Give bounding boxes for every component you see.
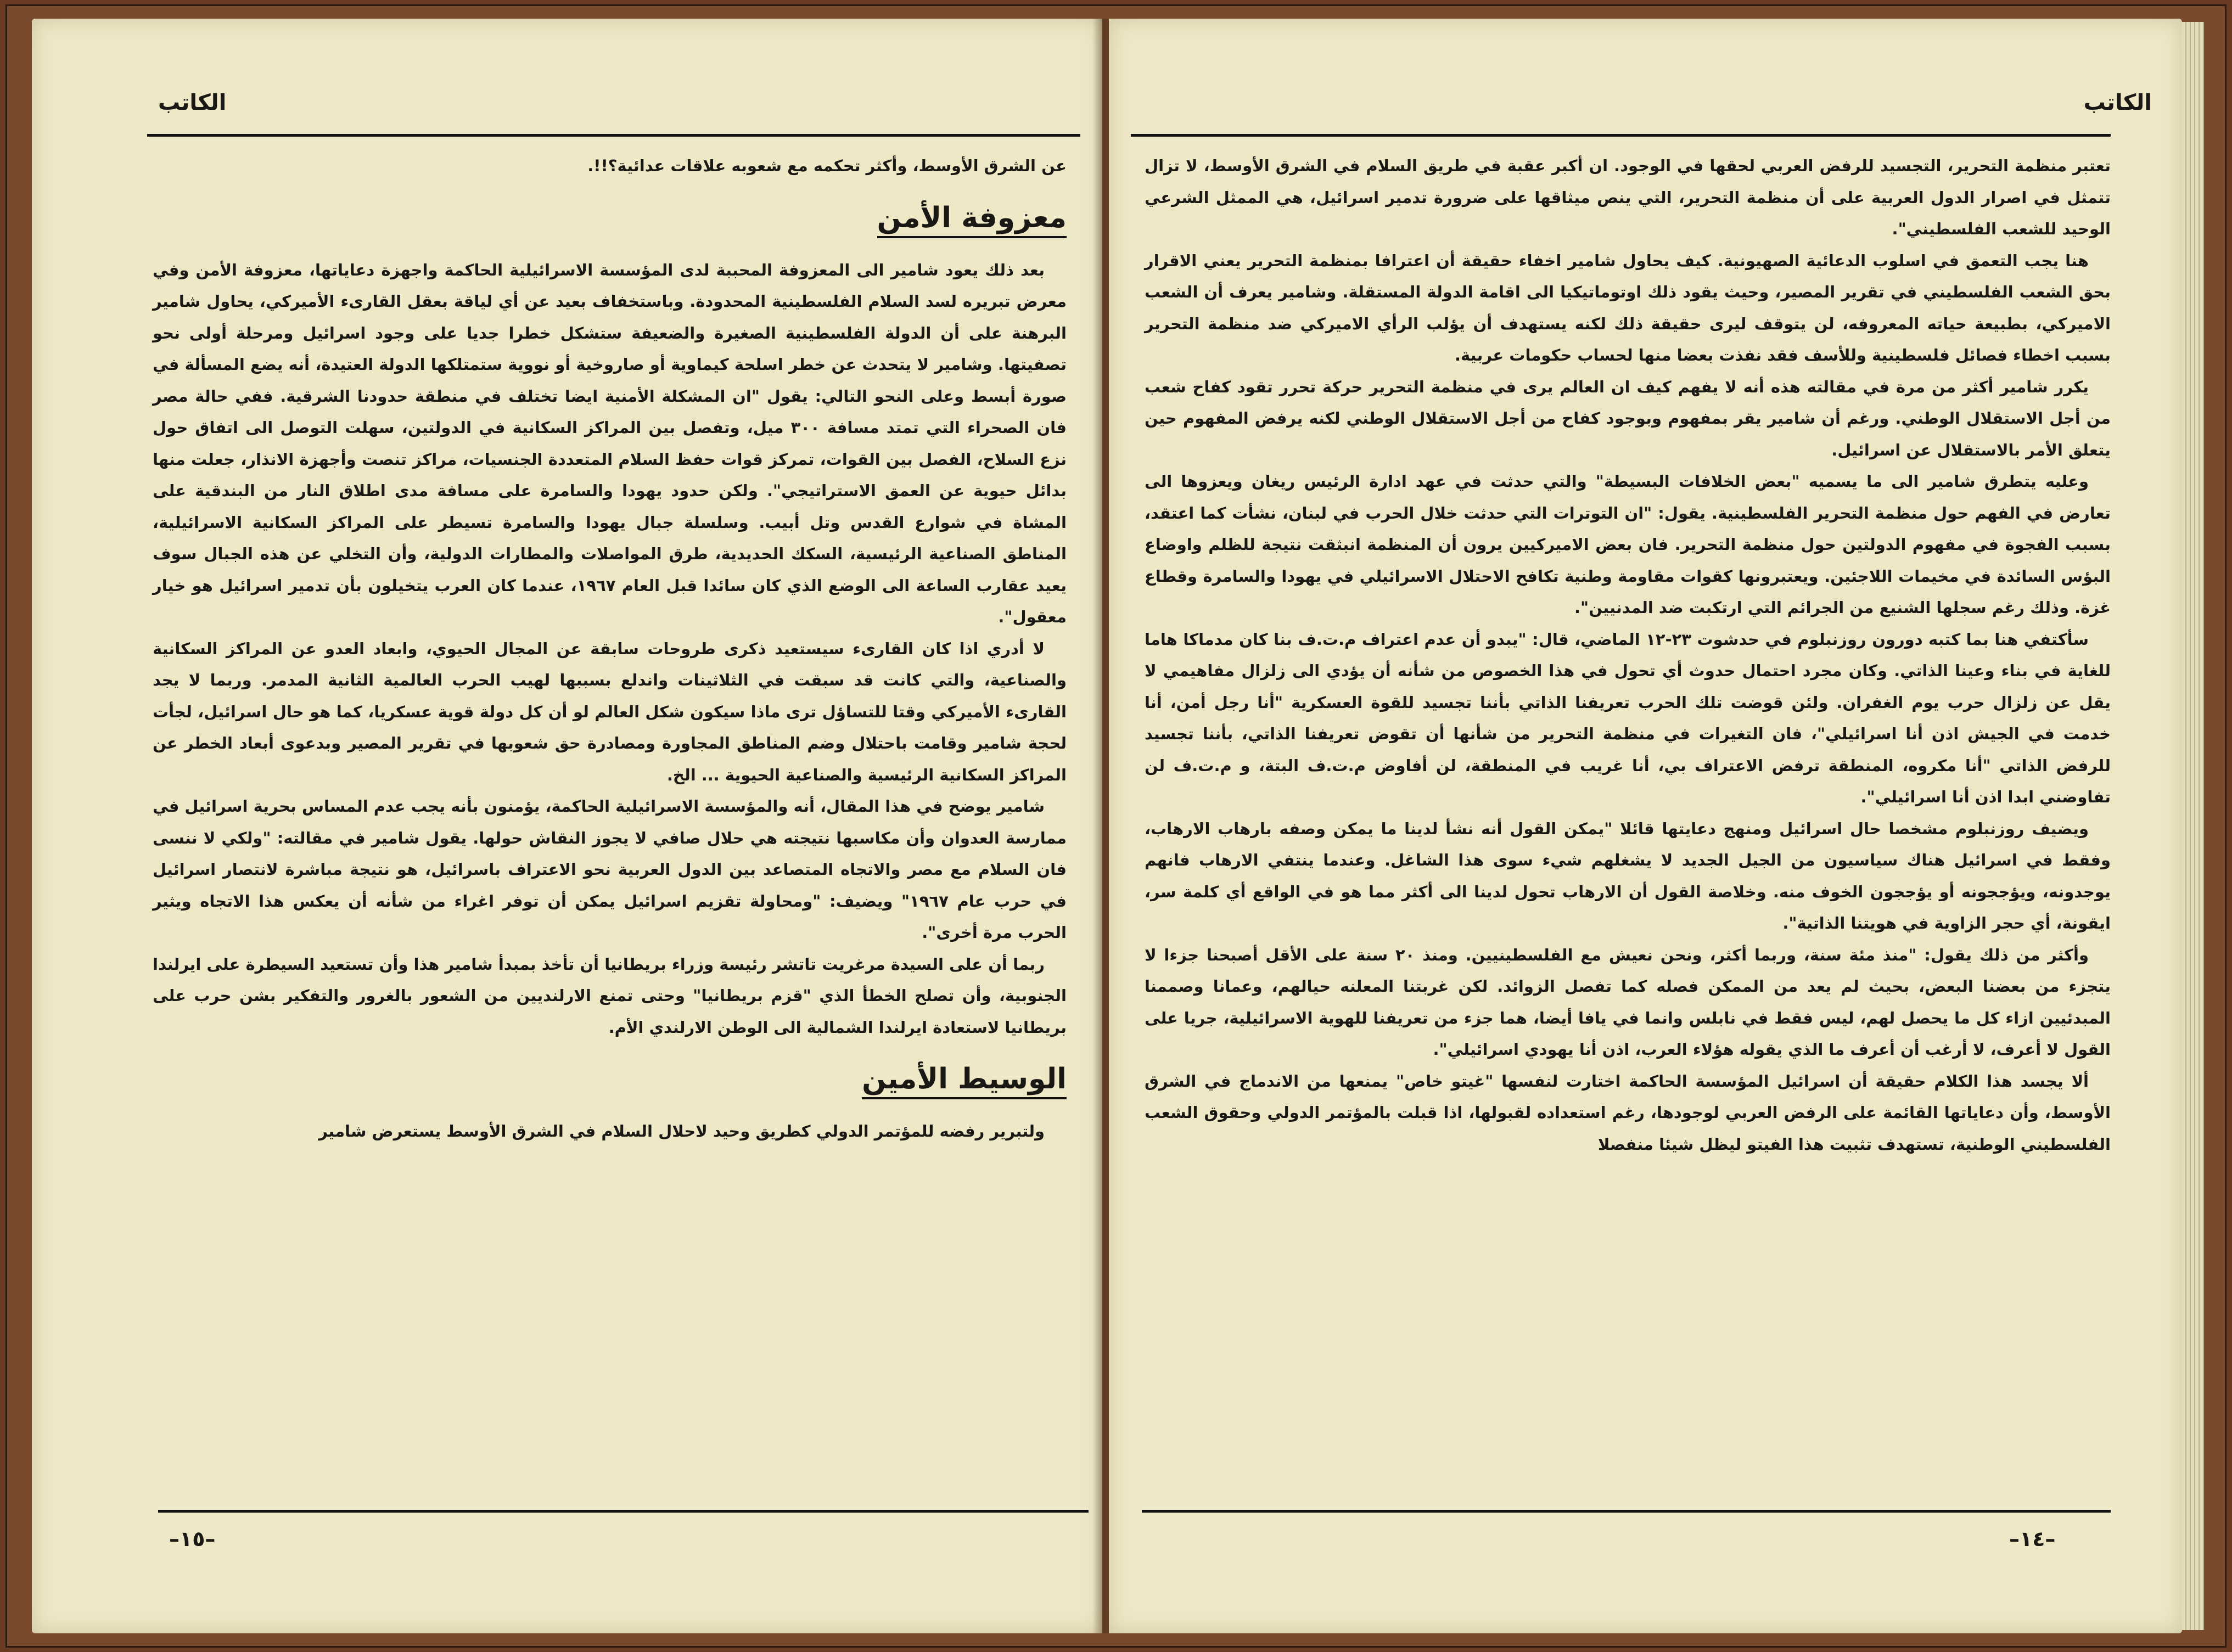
paragraph: عن الشرق الأوسط، وأكثر تحكمه مع شعوبه علاقات عدائية؟!!.: [587, 156, 1067, 175]
paragraph: تعتبر منظمة التحرير، التجسيد للرفض العربي لحقها في الوجود. ان أكبر عقبة في طريق السلام في الشرق الأوسط، لا تزال تتمثل في اصرار الدول العربية على أن منظمة التحرير، التي ينص ميثاقها على ضرورة تدمير اسرائيل، هي الممثل الشرعي الوحيد للشعب الفلسطيني".: [1145, 156, 2111, 238]
header-rule: [1131, 134, 2111, 137]
paragraph: وأكثر من ذلك يقول: "منذ مئة سنة، وربما أكثر، ونحن نعيش مع الفلسطينيين. ومنذ ٢٠ سنة على الأقل أصبحنا جزءا لا يتجزء من بعضنا البعض، بحيث لم يعد من الممكن فصله كما تفصل الزوائد. لكن غربتنا المعلنه حيالهم، وعمانا وصممنا المبدئيين ازاء كل ما يحصل لهم، ليس فقط في نابلس وانما في يافا أيضا، هما جزء من تعريفنا للهوية الاسرائيلية، جريا على القول لا أعرف، لا أرغب أن أعرف ما الذي يقوله هؤلاء العرب، اذن أنا يهودي اسرائيلي".: [1145, 945, 2111, 1059]
page-number: –١٥–: [169, 1527, 216, 1551]
paragraph: هنا يجب التعمق في اسلوب الدعائية الصهيونية. كيف يحاول شامير اخفاء حقيقة أن اعترافا بمنظمة التحرير يعني الاقرار بحق الشعب الفلسطيني في تقرير المصير، وحيث يقود ذلك اوتوماتيكيا الى اقامة الدولة المستقلة. وشامير يعرف أن الشعب الاميركي، بطبيعة حياته المعروفه، لن يتوقف ليرى حقيقة ذلك لكنه يستهدف أن يؤلب الرأي الاميركي ضد منظمة التحرير بسبب اخطاء فصائل فلسطينية وللأسف فقد نفذت بعضا منها لحساب حكومات عربية.: [1145, 251, 2111, 364]
paragraph: يكرر شامير أكثر من مرة في مقالته هذه أنه لا يفهم كيف ان العالم يرى في منظمة التحرير حركة تحرر تقود كفاح شعب من أجل الاستقلال الوطني. ورغم أن شامير يقر بمفهوم وبوجود كفاح من أجل الاستقلال الوطني لكنه يرفض المفهوم حين يتعلق الأمر بالاستقلال عن اسرائيل.: [1145, 377, 2111, 459]
paragraph: وعليه يتطرق شامير الى ما يسميه "بعض الخلافات البسيطة" والتي حدثت في عهد ادارة الرئيس ريغان ويعزوها الى تعارض في الفهم حول منظمة التحرير الفلسطينية. يقول: "ان التوترات التي حدثت خلال الحرب في لبنان، نشأت كما اعتقد، بسبب الفجوة في مفهوم الدولتين حول منظمة التحرير. فان بعض الاميركيين يرون أن المنظمة انبثقت نتيجة للظلم واوضاع البؤس السائدة في مخيمات اللاجئين. ويعتبرونها كقوات مقاومة وطنية تكافح الاحتلال الاسرائيلي في يهودا والسامرة وقطاع غزة. وذلك رغم سجلها الشنيع من الجرائم التي ارتكبت ضد المدنيين".: [1145, 472, 2111, 617]
footer-rule: [1142, 1510, 2111, 1513]
running-head: الكاتب: [2083, 90, 2152, 115]
right-page-content: [1145, 150, 2111, 1507]
section-heading: [862, 1049, 1067, 1109]
page-edges: [2182, 22, 2204, 1630]
heading-underline: [862, 1097, 1067, 1099]
header-rule: [147, 134, 1080, 137]
paragraph: بعد ذلك يعود شامير الى المعزوفة المحببة لدى المؤسسة الاسرائيلية الحاكمة واجهزة دعاياتها، معزوفة الأمن وفي معرض تبريره لسد السلام الفلسطينية المحدودة. وباستخفاف بعيد عن أي لياقة بعقل القارىء الأميركي، يحاول شامير البرهنة على أن الدولة الفلسطينية الصغيرة والضعيفة ستشكل خطرا جديا على وجود اسرائيل ومرحلة أولى نحو تصفيتها. وشامير لا يتحدث عن خطر اسلحة كيماوية أو صاروخية أو نووية ستمتلكها الدولة العتيدة، أنه يضع المسألة في صورة أبسط وعلى النحو التالي: يقول "ان المشكلة الأمنية ايضا تختلف في منطقة حدودنا الشرقية. ففي حالة مصر فان الصحراء التي تمتد مسافة ٣٠٠ ميل، وتفصل بين المراكز السكانية في الدولتين، سهلت التوصل الى اتفاق حول نزع السلاح، الفصل بين القوات، تمركز قوات حفظ السلام المتعددة الجنسيات، مراكز تنصت وأجهزة الانذار، جعلت منها بدائل حيوية عن العمق الاستراتيجي". ولكن حدود يهودا والسامرة على مسافة مدى اطلاق النار من البندقية على المشاة في شوارع القدس وتل أبيب. وسلسلة جبال يهودا والسامرة تسيطر على المراكز السكانية الاسرائيلية، المناطق الصناعية الرئيسية، السكك الحديدية، طرق المواصلات والمطارات الدولية، وأن التخلي عن هذه الجبال سوف يعيد عقارب الساعة الى الوضع الذي كان سائدا قبل العام ١٩٦٧، عندما كان العرب يتخيلون بأن تدمير اسرائيل هو خيار معقول".: [153, 260, 1067, 626]
page-number: –١٤–: [2009, 1527, 2056, 1551]
running-head: الكاتب: [158, 90, 227, 115]
left-page: [32, 19, 1102, 1633]
section-heading-text: الوسيط الأمين: [862, 1063, 1067, 1095]
paragraph: ويضيف روزنبلوم مشخصا حال اسرائيل ومنهج دعايتها قائلا "يمكن القول أنه نشأ لدينا ما يمكن وصفه بارهاب الارهاب، وفقط في اسرائيل هناك سياسيون من الجيل الجديد لا يشغلهم شيء سوى هذا الشاغل. وعندما ينتفي الارهاب فانهم يوجدونه، ويؤججونه أو يؤججون الخوف منه. وخلاصة القول أن الارهاب تحول لدينا الى أكثر مما هو في الواقع أي كلمة سر، ايقونة، أي حجر الزاوية في هويتنا الذاتية".: [1145, 819, 2111, 932]
paragraph: ألا يجسد هذا الكلام حقيقة أن اسرائيل المؤسسة الحاكمة اختارت لنفسها "غيتو خاص" يمنعها من الاندماج في الشرق الأوسط، وأن دعاياتها القائمة على الرفض العربي لوجودها، رغم استعداده لقبولها، اذا قبلت بالمؤتمر الدولي وحقوق الشعب الفلسطيني الوطنية، تستهدف تثبيت هذا الفيتو ليظل شيئا منفصلا: [1145, 1071, 2111, 1154]
paragraph: ربما أن على السيدة مرغريت تاتشر رئيسة وزراء بريطانيا أن تأخذ بمبدأ شامير هذا وأن تستعيد السيطرة على ايرلندا الجنوبية، وأن تصلح الخطأ الذي "قزم بريطانيا" وحتى تمنع الارلنديين من الشعور بالغرور والتفكير بشن حرب على بريطانيا لاستعادة ايرلندا الشمالية الى الوطن الارلندي الأم.: [153, 954, 1067, 1037]
heading-underline: [877, 236, 1067, 238]
paragraph: لا أدري اذا كان القارىء سيستعيد ذكرى طروحات سابقة عن المجال الحيوي، وابعاد العدو عن المراكز السكانية والصناعية، والتي كانت قد سبقت في الثلاثينات واندلع بسببها لهيب الحرب العالمية الثانية المدمر. وربما لا يجد القارىء الأميركي وقتا للتساؤل ترى ماذا سيكون شكل العالم لو أن كل دولة قوية عسكريا، كما هو حال اسرائيل، لجأت لحجة شامير وقامت باحتلال وضم المناطق المجاورة ومصادرة حق شعوبها في تقرير المصير وبدعوى أبعاد الخطر عن المراكز السكانية الرئيسية والصناعية الحيوية ... الخ.: [153, 639, 1067, 784]
paragraph: شامير يوضح في هذا المقال، أنه والمؤسسة الاسرائيلية الحاكمة، يؤمنون بأنه يجب عدم المساس بحرية اسرائيل في ممارسة العدوان وأن مكاسبها نتيجته هي حلال صافي لا يجوز النقاش حولها. يقول شامير في مقالته: "ولكي لا ننسى فان السلام مع مصر والاتجاه المتصاعد بين الدول العربية نحو الاعتراف باسرائيل، هو نتيجة مباشرة لانتصار اسرائيل في حرب عام ١٩٦٧" ويضيف: "ومحاولة تقزيم اسرائيل يمكن أن توفر اغراء من شأنه أن يعكس هذا الاتجاه ويثير الحرب مرة أخرى".: [153, 797, 1067, 942]
left-page-content: [153, 150, 1067, 1507]
section-heading: [877, 188, 1067, 248]
paragraph: ولتبرير رفضه للمؤتمر الدولي كطريق وحيد لاحلال السلام في الشرق الأوسط يستعرض شامير: [318, 1122, 1045, 1140]
footer-rule: [158, 1510, 1089, 1513]
paragraph: سأكتفي هنا بما كتبه دورون روزنبلوم في حدشوت ٢٣-١٢ الماضي، قال: "يبدو أن عدم اعتراف م.ت.ف بنا كان مدماكا هاما للغاية في بناء وعينا الذاتي. وكان مجرد احتمال حدوث أي تحول في هذا الخصوص من شأنه أن يؤدي الى زلزال مفاهيمي لا يقل عن زلزال حرب يوم الغفران. ولئن قوضت تلك الحرب تعريفنا الذاتي بأننا تجسيد للقوة العسكرية "أنا رجل أمن، أنا خدمت في الجيش اذن أنا اسرائيلي"، فان التغيرات في منظمة التحرير من شأنها أن تقوض تعريفنا الذاتي، بأننا تجسيد للرفض الذاتي "أنا مكروه، المنطقة ترفض الاعتراف بي، أنا غريب في المنطقة، لن أفاوض م.ت.ف البتة، و م.ت.ف لن تفاوضني ابدا اذن أنا اسرائيلي".: [1145, 630, 2111, 806]
right-page: [1109, 19, 2182, 1633]
section-heading-text: معزوفة الأمن: [877, 201, 1067, 234]
